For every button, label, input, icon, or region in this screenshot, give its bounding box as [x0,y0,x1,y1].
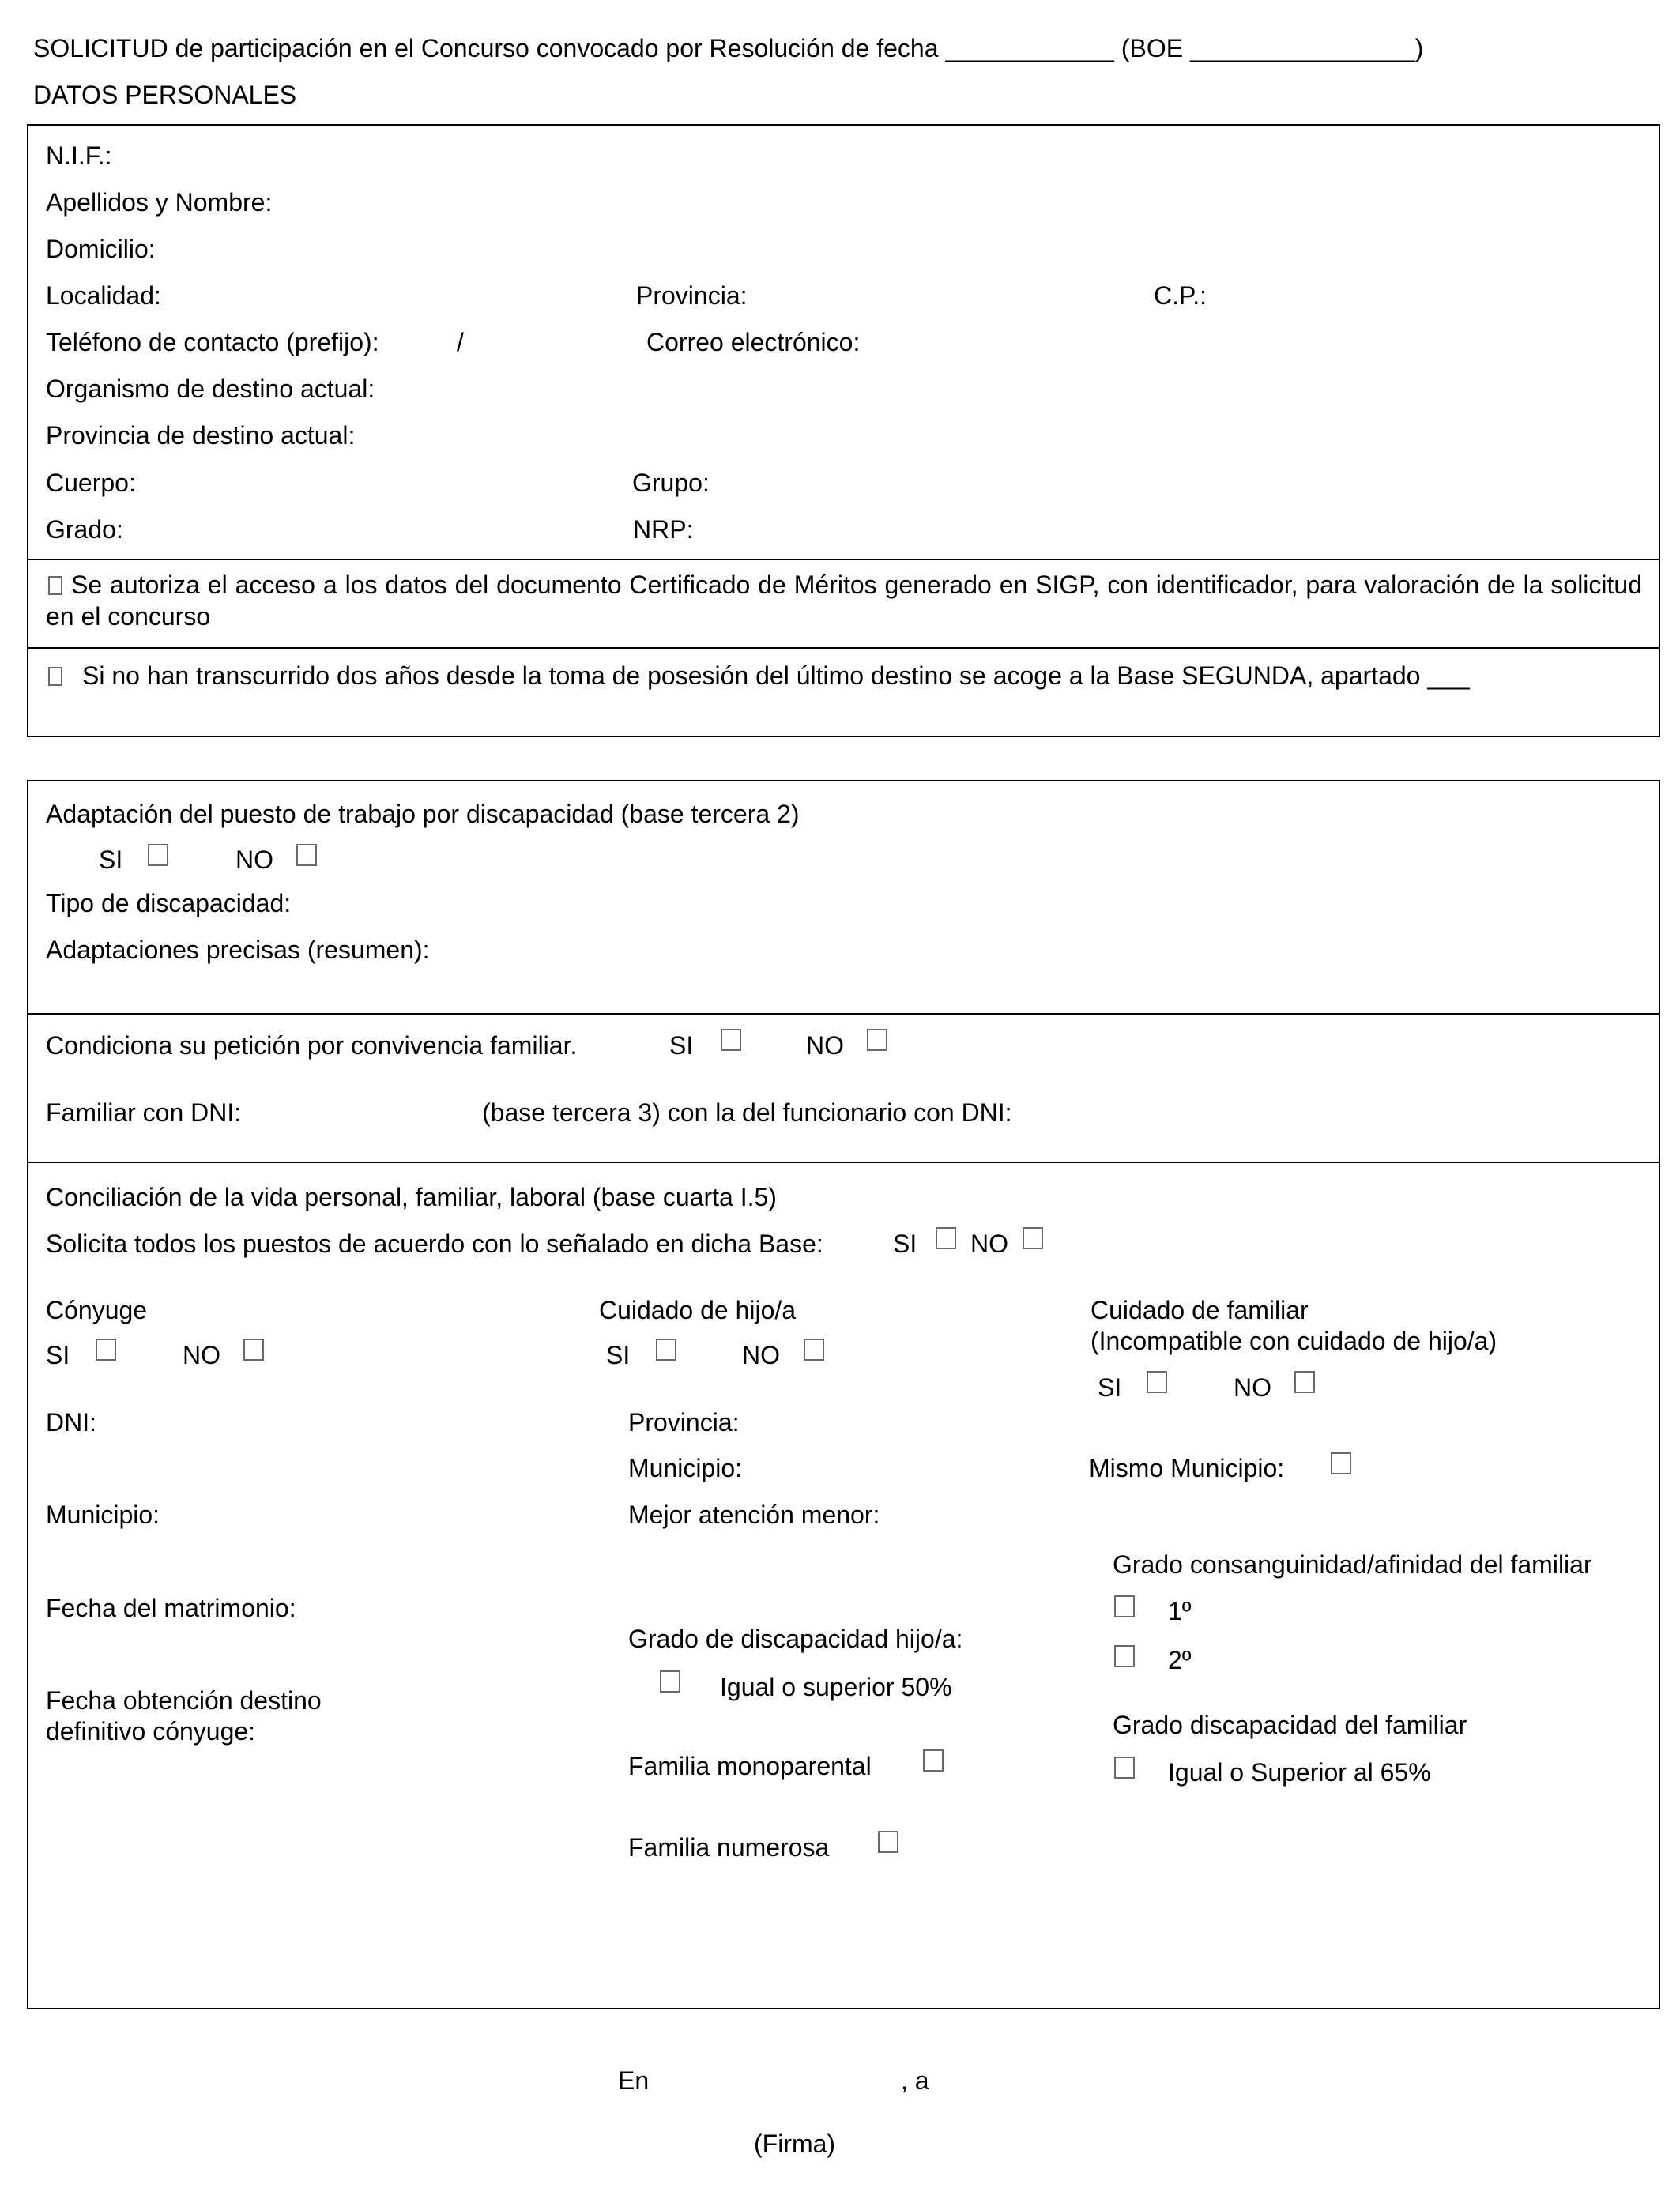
telefono-label: Teléfono de contacto (prefijo): [46,328,379,356]
localidad-label: Localidad: [46,281,161,310]
fecha-label: , a [901,2066,929,2095]
hijo-provincia-label: Provincia: [628,1408,740,1437]
funcionario-dni-label: (base tercera 3) con la del funcionario con DNI: [482,1098,1012,1127]
fecha-matrimonio-label: Fecha del matrimonio: [46,1594,296,1622]
discapacidad-title: Adaptación del puesto de trabajo por discapacidad (base tercera 2) [46,800,800,828]
organismo-label: Organismo de destino actual: [46,375,375,403]
familiar-dni-label: Familiar con DNI: [46,1098,242,1127]
tipo-discapacidad-label: Tipo de discapacidad: [46,889,292,917]
conyuge-title: Cónyuge [46,1296,148,1324]
divider [27,559,1660,560]
grado-1-checkbox[interactable] [1114,1595,1135,1617]
conciliacion-title: Conciliación de la vida personal, familiar, laboral (base cuarta I.5) [46,1183,777,1211]
familiar-igual-superior-checkbox[interactable] [1114,1757,1135,1779]
grado-1-label: 1º [1168,1597,1192,1625]
mismo-municipio-checkbox[interactable] [1331,1452,1351,1474]
conyuge-municipio-label: Municipio: [46,1501,160,1529]
mejor-atencion-label: Mejor atención menor: [628,1501,880,1529]
form-title: SOLICITUD de participación en el Concurso convocado por Resolución de fecha ____________ (BOE ________________) [33,34,1424,62]
provincia-label: Provincia: [636,281,748,310]
numerosa-checkbox[interactable] [878,1831,898,1853]
apellidos-label: Apellidos y Nombre: [46,188,273,217]
familiar-igual-superior-label: Igual o Superior al 65% [1168,1758,1431,1787]
numerosa-label: Familia numerosa [628,1833,830,1862]
grado-consanguinidad-label: Grado consanguinidad/afinidad del familiar [1113,1550,1592,1579]
familiar-subtitle: (Incompatible con cuidado de hijo/a) [1090,1327,1497,1355]
divider [27,647,1660,649]
solicita-no-checkbox[interactable] [1023,1227,1043,1249]
conyuge-si-label: SI [46,1341,70,1369]
familiar-si-label: SI [1098,1373,1122,1402]
firma-label: (Firma) [754,2130,836,2158]
telefono-separator: / [457,328,464,356]
solicita-si-label: SI [893,1230,917,1258]
provincia-destino-label: Provincia de destino actual: [46,421,356,450]
hijo-municipio-label: Municipio: [628,1454,743,1482]
adaptaciones-label: Adaptaciones precisas (resumen): [46,936,430,964]
grado-2-checkbox[interactable] [1114,1645,1135,1667]
domicilio-label: Domicilio: [46,235,156,263]
mismo-municipio-label: Mismo Municipio: [1089,1454,1285,1482]
grado-discapacidad-hijo-label: Grado de discapacidad hijo/a: [628,1625,963,1653]
grado-label: Grado: [46,515,123,544]
nif-label: N.I.F.: [46,141,112,170]
fecha-destino-label-line1: Fecha obtención destino [46,1686,322,1715]
monoparental-checkbox[interactable] [923,1749,944,1772]
conyuge-no-label: NO [183,1341,220,1369]
familiar-title: Cuidado de familiar [1090,1296,1309,1324]
discapacidad-si-label: SI [99,845,123,874]
grupo-label: Grupo: [632,469,710,497]
convivencia-no-checkbox[interactable] [867,1029,887,1051]
familiar-no-label: NO [1234,1373,1271,1402]
monoparental-label: Familia monoparental [628,1752,872,1780]
solicita-si-checkbox[interactable] [936,1227,956,1249]
correo-label: Correo electrónico: [646,328,861,356]
grado-discapacidad-familiar-label: Grado discapacidad del familiar [1113,1711,1467,1739]
convivencia-si-label: SI [669,1031,694,1060]
discapacidad-no-label: NO [235,845,273,874]
fecha-destino-label-line2: definitivo cónyuge: [46,1717,256,1746]
conyuge-dni-label: DNI: [46,1408,96,1437]
nrp-label: NRP: [633,515,694,544]
hijo-igual-superior-label: Igual o superior 50% [720,1673,952,1701]
authorize-text: Se autoriza el acceso a los datos del documento Certificado de Méritos generado en SIGP, con identificador, para valoración de la solicitud en el concurso [46,571,1642,631]
hijo-si-label: SI [606,1341,631,1369]
hijo-si-checkbox[interactable] [656,1339,676,1361]
hijo-no-checkbox[interactable] [804,1339,824,1361]
conyuge-si-checkbox[interactable] [96,1339,116,1361]
base-segunda-text: Si no han transcurrido dos años desde la toma de posesión del último destino se acoge a la Base SEGUNDA, apartado ___ [82,661,1470,690]
hijo-igual-superior-checkbox[interactable] [660,1670,680,1693]
familiar-si-checkbox[interactable] [1147,1371,1167,1393]
convivencia-title: Condiciona su petición por convivencia familiar. [46,1031,578,1060]
solicita-label: Solicita todos los puestos de acuerdo con lo señalado en dicha Base: [46,1230,823,1258]
hijo-no-label: NO [742,1341,780,1369]
hijo-title: Cuidado de hijo/a [599,1296,797,1324]
section-title: DATOS PERSONALES [33,81,297,109]
grado-2-label: 2º [1168,1646,1192,1674]
cp-label: C.P.: [1154,281,1207,310]
discapacidad-no-checkbox[interactable] [296,844,317,866]
discapacidad-si-checkbox[interactable] [148,844,168,866]
lugar-label: En [618,2066,650,2095]
divider [27,1013,1660,1015]
cuerpo-label: Cuerpo: [46,469,136,497]
familiar-no-checkbox[interactable] [1294,1371,1315,1393]
convivencia-no-label: NO [806,1031,844,1060]
convivencia-si-checkbox[interactable] [721,1029,741,1051]
divider [27,1162,1660,1163]
conyuge-no-checkbox[interactable] [243,1339,264,1361]
solicita-no-label: NO [970,1230,1008,1258]
